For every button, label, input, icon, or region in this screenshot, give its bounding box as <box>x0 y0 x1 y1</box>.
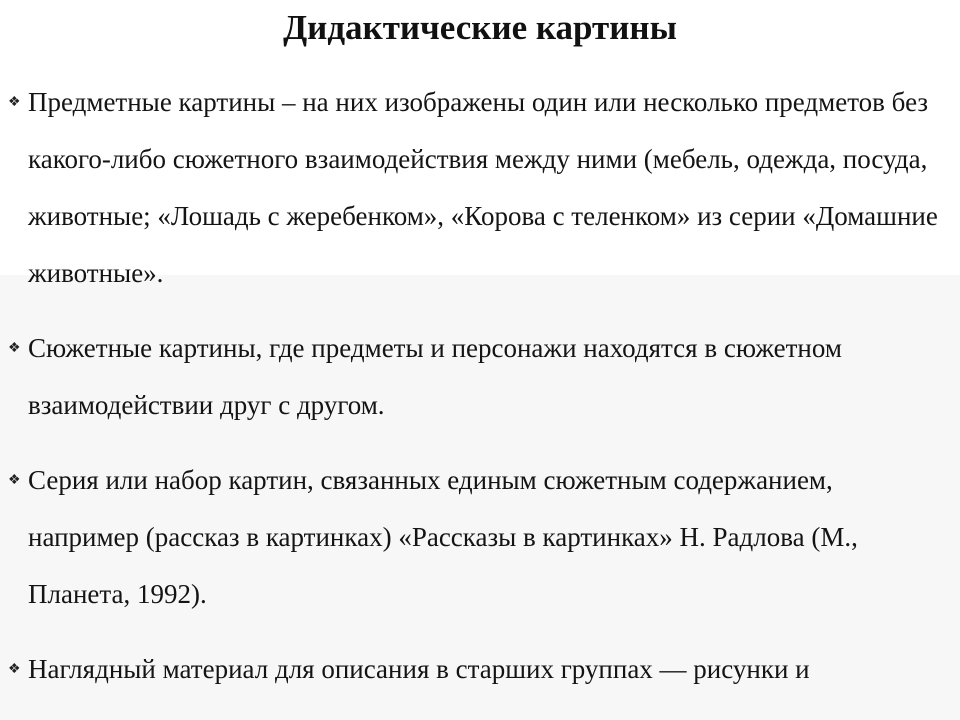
bullet-text: Серия или набор картин, связанных единым сюжетным содержанием, например (рассказ в картинках) «Рассказы в картинках» Н. Радлова (М., Планета, 1992). <box>28 465 858 609</box>
bullet-item-picture-series <box>0 452 960 623</box>
bullet-diamond-icon: ❖ <box>8 95 21 110</box>
bullet-text: Предметные картины – на них изображены один или несколько предметов без какого-либо сюжетного взаимодействия между ними (мебель, одежда, посуда, животные; «Лошадь с жеребенком», «Корова с теленком» из серии «Домашние животные». <box>28 87 938 288</box>
bullet-item-plot-pictures <box>0 320 960 434</box>
slide-title: Дидактические картины <box>283 8 677 47</box>
bullet-text: Сюжетные картины, где предметы и персонажи находятся в сюжетном взаимодействии друг с другом. <box>28 333 842 420</box>
bullet-diamond-icon: ❖ <box>8 473 21 488</box>
bullet-list <box>0 74 960 698</box>
bullet-item-visual-material <box>0 641 960 698</box>
bullet-text: Наглядный материал для описания в старших группах — рисунки и <box>28 654 810 684</box>
bullet-diamond-icon: ❖ <box>8 662 21 677</box>
bullet-item-subject-pictures <box>0 74 960 302</box>
bullet-diamond-icon: ❖ <box>8 341 21 356</box>
